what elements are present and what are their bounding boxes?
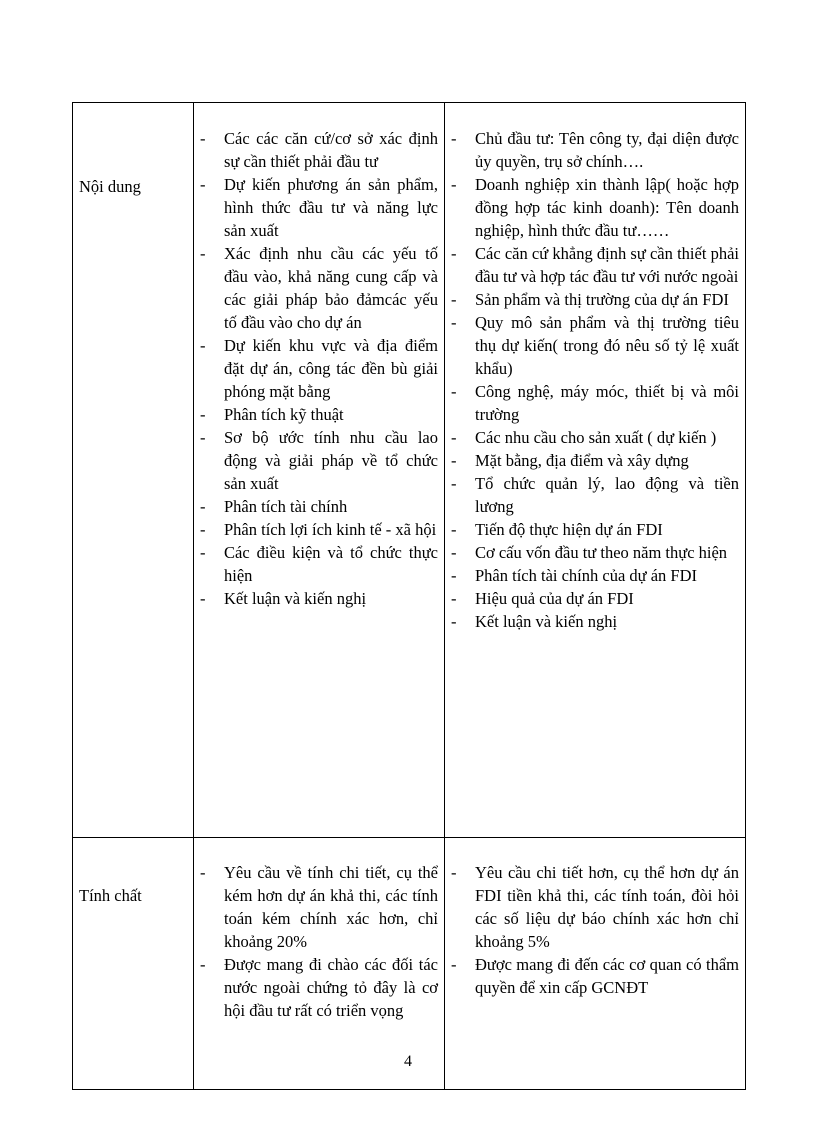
list-item (194, 541, 438, 587)
list-item-text: Công nghệ, máy móc, thiết bị và môi trường (475, 382, 739, 424)
bullet-dash: - (200, 589, 206, 608)
bullet-list (194, 861, 438, 1022)
bullet-dash: - (451, 955, 457, 974)
list-item (445, 953, 739, 999)
list-item (445, 426, 739, 449)
list-item (194, 173, 438, 242)
bullet-dash: - (200, 543, 206, 562)
list-item-text: Mặt bằng, địa điểm và xây dựng (475, 451, 689, 470)
list-item-text: Các điều kiện và tổ chức thực hiện (224, 543, 438, 585)
list-item (194, 426, 438, 495)
list-item-text: Yêu cầu về tính chi tiết, cụ thể kém hơn dự án khả thi, các tính toán kém chính xác hơn, chỉ khoảng 20% (224, 863, 438, 951)
list-item-text: Yêu cầu chi tiết hơn, cụ thể hơn dự án FDI tiền khả thi, các tính toán, đòi hỏi các số liệu dự báo chính xác hơn chỉ khoảng 5% (475, 863, 739, 951)
list-item (194, 242, 438, 334)
list-item (445, 610, 739, 633)
list-item (445, 518, 739, 541)
list-item (194, 334, 438, 403)
list-item (445, 288, 739, 311)
list-item-text: Phân tích kỹ thuật (224, 405, 344, 424)
list-item (194, 518, 438, 541)
bullet-dash: - (200, 405, 206, 424)
bullet-dash: - (200, 175, 206, 194)
bullet-list (194, 127, 438, 610)
list-item (194, 587, 438, 610)
list-item (445, 564, 739, 587)
bullet-dash: - (451, 244, 457, 263)
bullet-dash: - (451, 612, 457, 631)
list-item-text: Được mang đi đến các cơ quan có thẩm quyền để xin cấp GCNĐT (475, 955, 739, 997)
list-item-text: Xác định nhu cầu các yếu tố đầu vào, khả năng cung cấp và các giải pháp bảo đảmcác yếu tố đầu vào cho dự án (224, 244, 438, 332)
bullet-dash: - (200, 863, 206, 882)
bullet-dash: - (451, 589, 457, 608)
list-item (194, 861, 438, 953)
list-item-text: Phân tích tài chính (224, 497, 348, 516)
list-item-text: Dự kiến phương án sản phẩm, hình thức đầu tư và năng lực sản xuất (224, 175, 438, 240)
bullet-dash: - (200, 428, 206, 447)
list-item (445, 861, 739, 953)
list-item (445, 311, 739, 380)
bullet-dash: - (451, 382, 457, 401)
list-item-text: Cơ cấu vốn đầu tư theo năm thực hiện (475, 543, 728, 562)
bullet-dash: - (451, 290, 457, 309)
list-item-text: Hiệu quả của dự án FDI (475, 589, 634, 608)
bullet-dash: - (451, 129, 457, 148)
list-item-text: Phân tích lợi ích kinh tế - xã hội (224, 520, 437, 539)
list-item (445, 541, 739, 564)
list-item (194, 495, 438, 518)
bullet-dash: - (451, 175, 457, 194)
list-item (445, 587, 739, 610)
bullet-dash: - (451, 543, 457, 562)
list-item (445, 472, 739, 518)
bullet-dash: - (451, 474, 457, 493)
bullet-dash: - (200, 336, 206, 355)
list-item-text: Tiến độ thực hiện dự án FDI (475, 520, 663, 539)
list-item (445, 173, 739, 242)
right-cell-content (445, 103, 746, 838)
bullet-dash: - (451, 520, 457, 539)
list-item-text: Kết luận và kiến nghị (224, 589, 367, 608)
list-item-text: Sản phẩm và thị trường của dự án FDI (475, 290, 729, 309)
list-item-text: Được mang đi chào các đối tác nước ngoài chứng tỏ đây là cơ hội đầu tư rất có triển vọng (224, 955, 438, 1020)
bullet-dash: - (451, 451, 457, 470)
list-item-text: Dự kiến khu vực và địa điểm đặt dự án, công tác đền bù giải phóng mặt bằng (224, 336, 438, 401)
list-item-text: Các căn cứ khẳng định sự cần thiết phải đầu tư và hợp tác đầu tư với nước ngoài (475, 244, 739, 286)
list-item (445, 449, 739, 472)
bullet-dash: - (200, 129, 206, 148)
list-item (445, 380, 739, 426)
list-item-text: Sơ bộ ước tính nhu cầu lao động và giải pháp về tổ chức sản xuất (224, 428, 438, 493)
list-item (445, 127, 739, 173)
list-item-text: Quy mô sản phẩm và thị trường tiêu thụ dự kiến( trong đó nêu số tỷ lệ xuất khẩu) (475, 313, 739, 378)
list-item-text: Doanh nghiệp xin thành lập( hoặc hợp đồng hợp tác kinh doanh): Tên doanh nghiệp, hình thức đầu tư…… (475, 175, 739, 240)
list-item-text: Kết luận và kiến nghị (475, 612, 618, 631)
row-label-content: Nội dung (73, 103, 194, 838)
list-item (445, 242, 739, 288)
bullet-dash: - (200, 497, 206, 516)
bullet-dash: - (451, 863, 457, 882)
bullet-dash: - (451, 566, 457, 585)
row-label-nature: Tính chất (73, 838, 194, 1090)
list-item-text: Các nhu cầu cho sản xuất ( dự kiến ) (475, 428, 717, 447)
bullet-dash: - (451, 313, 457, 332)
bullet-dash: - (451, 428, 457, 447)
list-item (194, 127, 438, 173)
table-row-content (73, 103, 746, 838)
list-item (194, 403, 438, 426)
bullet-dash: - (200, 244, 206, 263)
list-item (194, 953, 438, 1022)
list-item-text: Phân tích tài chính của dự án FDI (475, 566, 698, 585)
bullet-dash: - (200, 520, 206, 539)
comparison-table (72, 102, 746, 1090)
bullet-list (445, 861, 739, 999)
left-cell-content (194, 103, 445, 838)
list-item-text: Các các căn cứ/cơ sở xác định sự cần thiết phải đầu tư (224, 129, 438, 171)
list-item-text: Chủ đầu tư: Tên công ty, đại diện được ủy quyền, trụ sở chính…. (475, 129, 739, 171)
bullet-list (445, 127, 739, 633)
bullet-dash: - (200, 955, 206, 974)
page-number: 4 (404, 1053, 412, 1070)
list-item-text: Tổ chức quản lý, lao động và tiền lương (475, 474, 739, 516)
